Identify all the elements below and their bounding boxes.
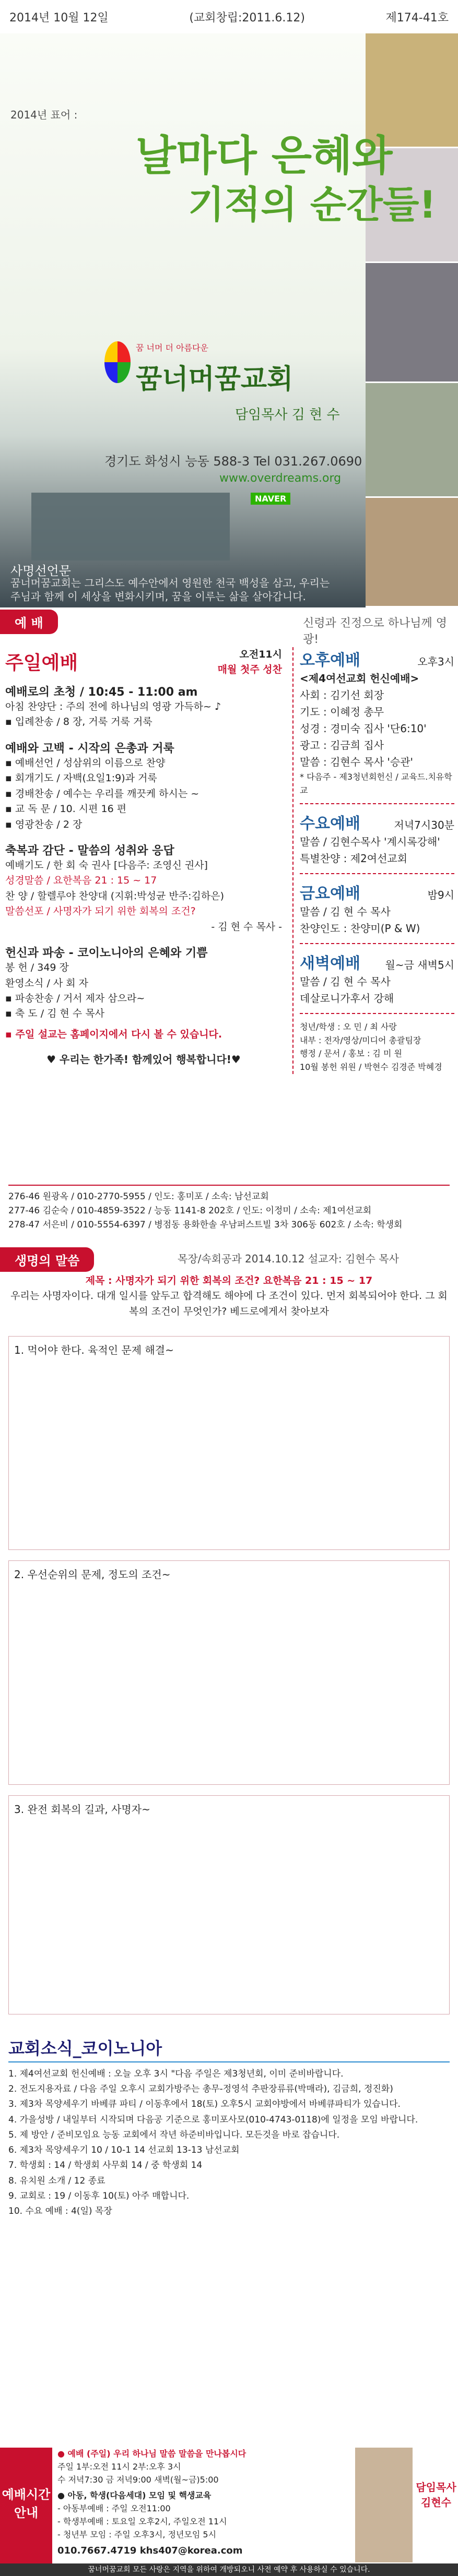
section3-title: 축복과 감단 - 말씀의 성취와 응답 (5, 844, 174, 857)
sermon-intro: 우리는 사명자이다. 대개 일시를 앞두고 합격해도 해야에 다 조건이 있다. 먼저 회복되어야 한다. 그 회복의 조건이 무엇인가? 베드로에게서 찾아보자 (10, 1290, 448, 1317)
wednesday-line: 말씀 / 김현수목사 '계시록강해' (300, 836, 440, 849)
pastor-profile (355, 2448, 458, 2573)
section4-title: 헌신과 파송 - 코이노니아의 은혜와 기쁨 (5, 947, 208, 960)
new-member-row: 276-46 원광옥 / 010-2770-5955 / 인도: 홍미포 / 소속: 남선교회 (8, 1191, 269, 1202)
service-times-info (57, 2448, 350, 2558)
sermon-meta: 목장/속회공과 2014.10.12 설교자: 김현수 목사 (178, 1253, 399, 1265)
section4-line: 환영소식 / 사 회 자 (5, 977, 89, 989)
sermon-question-2 (8, 1560, 450, 1785)
news-item: 7. 학생회 : 14 / 학생회 사무회 14 / 중 학생회 14 (8, 2160, 203, 2171)
friday-line: 찬양인도 : 찬양미(P & W) (300, 922, 420, 935)
section3-line: 말씀선포 / 사명자가 되기 위한 회복의 조건? (5, 905, 196, 917)
afternoon-line: 광고 : 김금희 집사 (300, 739, 384, 752)
afternoon-service-time: 오후3시 (417, 655, 454, 668)
section2-title: 예배와 고백 - 시작의 은총과 거룩 (5, 742, 174, 755)
news-list (8, 2067, 450, 2219)
section4-line: 봉 헌 / 349 장 (5, 962, 69, 974)
pastor-photo (355, 2448, 413, 2562)
program-line: 아침 찬양단 : 주의 전에 하나님의 영광 가득하~ ♪ (5, 700, 221, 712)
wednesday-service-time: 저녁7시30분 (394, 819, 454, 832)
issue-date: 2014년 10월 12일 (9, 11, 109, 25)
news-item: 10. 수요 예배 : 4(일) 목장 (8, 2206, 112, 2217)
section3-line: - 김 현 수 목사 - (211, 921, 282, 933)
service-times-label: 예배시간 안내 (0, 2448, 52, 2573)
sermon-question-1 (8, 1336, 450, 1550)
wednesday-line: 특별찬양 : 제2여선교회 (300, 852, 408, 865)
sermon-section-tab: 생명의 말씀 (0, 1247, 94, 1272)
afternoon-line: 사회 : 김기선 회장 (300, 689, 384, 701)
section3-line: 찬 양 / 할렐루야 찬양대 (지휘:박성균 반주:김하은) (5, 890, 224, 902)
motto-label: 2014년 표어 : (10, 109, 78, 121)
school-line: - 학생부예배 : 토요일 오후2시, 주일오전 11시 (57, 2516, 227, 2526)
dawn-service-time: 월~금 새벽5시 (385, 959, 454, 972)
sunday-service (5, 647, 282, 1068)
friday-line: 말씀 / 김 현 수 목사 (300, 905, 391, 919)
afternoon-line: <제4여선교회 헌신예배> (300, 672, 419, 685)
section2-line: ▪ 예배선언 / 성삼위의 이름으로 찬양 (5, 757, 166, 769)
staff-line: 청년/학생 : 오 민 / 최 사랑 (300, 1022, 397, 1032)
program-line: ▪ 입례찬송 / 8 장, 거룩 거룩 거룩 (5, 716, 152, 728)
sermon-intro-block (10, 1273, 448, 1319)
program-title: 예배로의 초청 / 10:45 - 11:00 am (5, 685, 198, 699)
news-item: 3. 제3차 목양세우기 바베큐 파티 / 이동후에서 18(토) 오후5시 교회야방에서 바베큐파티가 있습니다. (8, 2099, 401, 2110)
staff-line: 10월 봉헌 위원 / 박현수 김경준 박혜경 (300, 1062, 442, 1072)
new-member-row: 277-46 김순숙 / 010-4859-3522 / 능동 1141-8 202호 / 인도: 이정미 / 소속: 제1여선교회 (8, 1206, 372, 1217)
new-member-row: 278-47 서은비 / 010-5554-6397 / 병점동 용화한솔 우남퍼스트빌 3차 306동 602호 / 소속: 학생회 (8, 1220, 403, 1231)
church-address: 경기도 화성시 능동 588-3 Tel 031.267.0690 (104, 454, 362, 469)
news-section-title: 교회소식_코이노니아 (8, 2035, 450, 2062)
staff-line: 행정 / 문서 / 홍보 : 김 미 원 (300, 1048, 402, 1059)
sermon-question-3 (8, 1795, 450, 2014)
church-logo-icon (104, 341, 131, 383)
question-text: 2. 우선순위의 문제, 정도의 조건~ (14, 1568, 171, 1581)
section3-line: 성경말씀 / 요한복음 21 : 15 ~ 17 (5, 875, 157, 887)
service-times-weekday: 수 저녁7:30 금 저녁9:00 새벽(월~금)5:00 (57, 2474, 219, 2485)
manifesto-title: 사명선언문 (10, 564, 71, 578)
news-item: 6. 제3차 목양세우기 10 / 10-1 14 선교회 13-13 남선교회 (8, 2145, 240, 2156)
news-item: 1. 제4여선교회 헌신예배 : 오늘 오후 3시 "다음 주일은 제3청년회, 이미 준비바랍니다. (8, 2069, 344, 2079)
section4-line: ▪ 파송찬송 / 거서 제자 삼으라~ (5, 993, 145, 1004)
new-members-list (8, 1185, 450, 1233)
church-slogan: 꿈 너머 더 아름다운 (136, 343, 208, 353)
website-link[interactable]: www.overdreams.org (219, 472, 342, 485)
service-times-sunday: 주일 1부:오전 11시 2부:오후 3시 (57, 2461, 181, 2472)
motto-line-1: 날마다 은혜와 (136, 132, 393, 180)
offering-note: ▪ 주일 설교는 홈페이지에서 다시 볼 수 있습니다. (5, 1028, 222, 1040)
afternoon-line: * 다음주 - 제3청년회헌신 / 교육드.치유학교 (300, 772, 452, 795)
school-line: - 아동부예배 : 주일 오전11:00 (57, 2503, 171, 2514)
photo-band (366, 263, 458, 383)
top-bar (0, 0, 458, 33)
friday-service-time: 밤9시 (427, 889, 454, 902)
sunday-service-title: 주일예배 (5, 652, 78, 674)
school-title: ● 아동, 학생(다음세대) 모임 및 핵생교육 (57, 2490, 212, 2501)
church-name: 꿈너머꿈교회 (136, 364, 293, 395)
dawn-line: 말씀 / 김 현 수 목사 (300, 975, 391, 988)
dawn-service-title: 새벽예배 (300, 955, 360, 973)
staff-line: 내부 : 전자/영상/미디어 총괄팀장 (300, 1035, 421, 1045)
footer (0, 2448, 458, 2576)
pastor-name: 담임목사 김 현 수 (235, 407, 340, 423)
news-item: 8. 유치원 소개 / 12 종료 (8, 2175, 105, 2186)
hero-banner (0, 33, 458, 607)
school-line: - 청년부 모임 : 주일 오후3시, 정년모임 5시 (57, 2529, 217, 2539)
question-text: 1. 먹어야 한다. 육적인 문제 해결~ (14, 1344, 174, 1356)
sunday-service-time: 오전11시 (239, 649, 282, 660)
pastor-label: 담임목사 김현수 (416, 2481, 456, 2509)
afternoon-line: 말씀 : 김현수 목사 '승관' (300, 756, 414, 768)
founded-date: (교회창립:2011.6.12) (189, 11, 305, 25)
section3-line: 예배기도 / 한 회 숙 권사 [다음주: 조영신 권사] (5, 859, 208, 871)
section2-line: ▪ 영광찬송 / 2 장 (5, 818, 83, 830)
contact-phone[interactable]: 010.7667.4719 khs407@korea.com (57, 2545, 243, 2556)
other-services (292, 647, 454, 1074)
worship-tagline: 신령과 진정으로 하나님께 영광! (303, 617, 448, 646)
friday-service-title: 금요예배 (300, 885, 360, 903)
worship-section-tab: 예 배 (0, 610, 58, 634)
sermon-title: 제목 : 사명자가 되기 위한 회복의 조건? 요한복음 21 : 15 ~ 17 (85, 1275, 373, 1286)
question-text: 3. 완전 회복의 길과, 사명자~ (14, 1803, 150, 1816)
service-times-heading: ● 예배 (주일) 우리 하나님 말씀 말씀을 만나봅시다 (57, 2449, 246, 2459)
footer-notice: 꿈너머꿈교회 모든 사랑은 지역을 위하여 개방되오니 사전 예약 후 사용하실 수 있습니다. (0, 2563, 458, 2576)
wednesday-service-title: 수요예배 (300, 815, 360, 833)
afternoon-line: 성경 : 경미숙 집사 '단6:10' (300, 722, 427, 735)
section2-line: ▪ 회개기도 / 자백(요일1:9)과 거룩 (5, 772, 157, 784)
motto-line-2: 기적의 순간들! (188, 183, 437, 226)
sunday-service-time-sub: 매월 첫주 성찬 (217, 664, 282, 676)
afternoon-line: 기도 : 이혜정 총무 (300, 706, 384, 718)
blessing-line: ♥ 우리는 한가족! 함께있어 행복합니다!♥ (46, 1053, 241, 1066)
news-item: 5. 제 방안 / 준비모임요 능동 교회에서 작년 하준비바입니다. 모든것을 바로 잡습니다. (8, 2129, 340, 2140)
section2-line: ▪ 경배찬송 / 예수는 우리를 깨끗케 하시는 ~ (5, 788, 199, 800)
section2-line: ▪ 교 독 문 / 10. 시편 16 편 (5, 803, 127, 815)
naver-badge[interactable]: NAVER (251, 493, 290, 505)
issue-number: 제174-41호 (385, 11, 449, 25)
news-item: 2. 전도지용자료 / 다음 주일 오후시 교회가방주는 총무-정영석 추판장류류(박매라), 김금희, 정진화) (8, 2084, 393, 2095)
photo-outdoor (366, 383, 458, 498)
church-building-photo (31, 493, 230, 560)
news-item: 4. 가을성방 / 내일부터 시작되며 다음공 기준으로 홍미포사모(010-4743-0118)에 일정을 모임 바랍니다. (8, 2114, 418, 2125)
manifesto-text: 꿈너머꿈교회는 그리스도 예수안에서 영원한 천국 백성을 삼고, 우리는 주님과 함께 이 세상을 변화시키며, 꿈을 이루는 삶을 살아갑니다. (10, 577, 330, 602)
section4-line: ▪ 축 도 / 김 현 수 목사 (5, 1008, 105, 1020)
afternoon-service-title: 오후예배 (300, 651, 360, 670)
dawn-line: 데살로니가후서 강해 (300, 992, 394, 1005)
photo-fellowship (366, 498, 458, 607)
news-item: 9. 교회로 : 19 / 이동후 10(토) 아주 매합니다. (8, 2190, 190, 2201)
